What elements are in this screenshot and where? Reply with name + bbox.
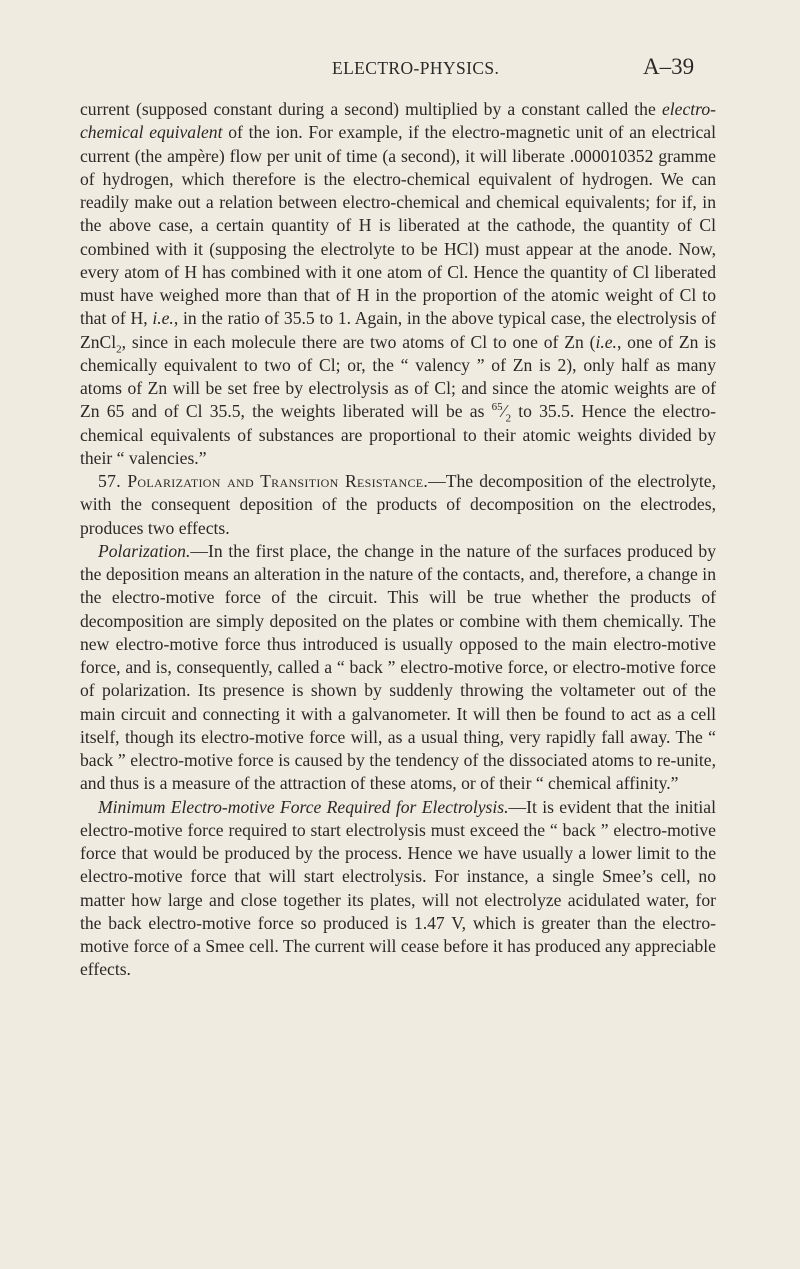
term-electro-chemical-equivalent: electro-chemical equivalent <box>80 99 716 143</box>
paragraph-polarization <box>80 540 716 796</box>
page-number: A–39 <box>643 54 695 79</box>
subsection-heading: Minimum Electro-motive Force Required for Electrolysis. <box>98 796 509 817</box>
paragraph-electro-chemical-equivalent: current (supposed constant during a second) multiplied by a constant called the electro-chemical equivalent of the ion. For example, if the electro-magnetic unit of an electrical current (the ampère) flow per unit of time (a second), it will liberate .000010352 gramme of hydrogen, which therefore is the electro-chemical equivalent of hydrogen. We can readily make out a relation between electro-chemical and chemical equivalents; for if, in the above case, a certain quantity of H is liberated at the cathode, the quantity of Cl combined with it (supposing the electrolyte to be HCl) must appear at the anode. Now, every atom of H has combined with it one atom of Cl. Hence the quantity of Cl liberated must have weighed more than that of H in the proportion of the atomic weight of Cl to that of H, i.e., in the ratio of 35.5 to 1. Again, in the above typical case, the electrolysis of ZnCl$_2$, since in each molecule there are two atoms of Cl to one of Zn (i.e., one of Zn is chemically equivalent to two of Cl; or, the “ valency ” of Zn is 2), only half as many atoms of Zn will be set free by electrolysis as of Cl; and since the atomic weights are of Zn 65 and of Cl 35.5, the weights liberated will be as $^{65}⁄_2$ to 35.5. Hence the electro-chemical equivalents of substances are proportional to their atomic weights divided by their “ valencies.” <box>80 99 717 468</box>
text-run: current (supposed constant during a second) multiplied by a constant called the <box>80 99 662 119</box>
text-run: , in the ratio of 35.5 to 1. Again, in the above typical case, the electrolysis of ZnCl <box>80 308 717 352</box>
running-header <box>0 52 800 82</box>
subsection-heading: Polarization. <box>98 540 191 561</box>
fraction-denominator: 2 <box>505 412 512 425</box>
paragraph-section-57 <box>80 470 716 540</box>
text-run: —The decomposition of the electrolyte, with the consequent deposition of the products of decomposition on the electrodes, produces two effects. <box>80 471 716 538</box>
text-run: of the ion. For example, if the electro-magnetic unit of an electrical current (the ampère) flow per unit of time (a second), it will liberate .000010352 gramme of hydrogen, which therefore is the electro-chemical equivalent of hydrogen. We can readily make out a relation between electro-chemical and chemical equivalents; for if, in the above case, a certain quantity of H is liberated at the cathode, the quantity of Cl combined with it (supposing the electrolyte to be HCl) must appear at the anode. Now, every atom of H has combined with it one atom of Cl. Hence the quantity of Cl liberated must have weighed more than that of H in the proportion of the atomic weight of Cl to that of H, <box>80 122 716 329</box>
text-run: , since in each molecule there are two atoms of Cl to one of Zn ( <box>121 331 596 352</box>
body-text <box>80 98 716 982</box>
abbrev-ie: i.e. <box>152 308 174 329</box>
text-run: —It is evident that the initial electro-motive force required to start electrolysis must exceed the “ back ” electro-motive force that would be produced by the process. Hence we have usually a lower limit to the electro-motive force that will start electrolysis. For instance, a single Smee’s cell, no matter how large and close together its plates, will not electrolyze acidulated water, for the back electro-motive force so produced is 1.47 V, which is greater than the electro-motive force of a Smee cell. The current will cease before it has produced any appreciable effects. <box>80 796 716 980</box>
paragraph-minimum-emf <box>80 796 716 982</box>
header-title: ELECTRO-PHYSICS. <box>332 58 500 78</box>
subscript: 2 <box>116 343 122 356</box>
text-run: —In the first place, the change in the nature of the surfaces produced by the deposition means an alteration in the nature of the contacts, and, therefore, a change in the electro-motive force of the circuit. This will be true whether the products of decomposition are simply deposited on the plates or combine with them chemically. The new electro-motive force thus introduced is usually opposed to the main electro-motive force, and is, consequently, called a “ back ” electro-motive force, or electro-motive force of polarization. Its presence is shown by suddenly throwing the voltameter out of the main circuit and connecting it with a galvanometer. It will then be found to act as a cell itself, though its electro-motive force will, as a usual thing, very rapidly fall away. The “ back ” electro-motive force is caused by the tendency of the dissociated atoms to re-unite, and thus is a measure of the attraction of these atoms, or of their “ chemical affinity.” <box>80 540 716 794</box>
fraction-numerator: 65 <box>491 401 503 414</box>
abbrev-ie: i.e. <box>595 331 617 352</box>
text-run: to 35.5. Hence the electro-chemical equivalents of substances are proportional to their atomic weights divided by their “ valencies.” <box>80 401 716 468</box>
section-heading: 57. Polarization and Transition Resistance. <box>98 471 429 491</box>
text-run: , one of Zn is chemically equivalent to two of Cl; or, the “ valency ” of Zn is 2), only half as many atoms of Zn will be set free by electrolysis as of Cl; and since the atomic weights are of Zn 65 and of Cl 35.5, the weights liberated will be as <box>80 331 716 422</box>
